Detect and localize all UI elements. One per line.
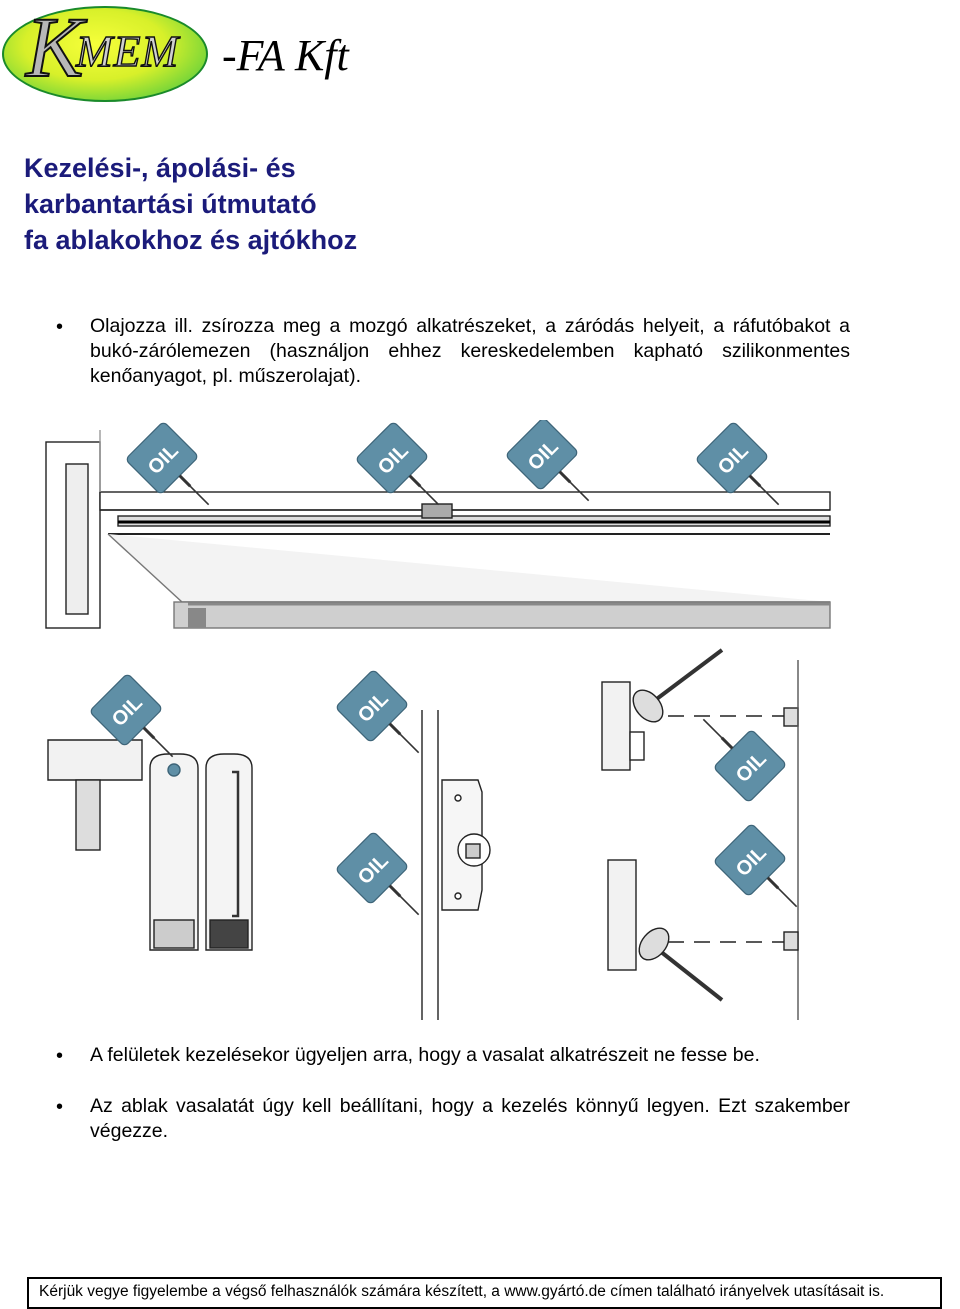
bullet-dot-2: • — [56, 1045, 64, 1067]
title-line-2: karbantartási útmutató — [24, 189, 317, 219]
oil-label-3: OIL — [523, 435, 563, 475]
company-logo — [0, 0, 400, 110]
page-title — [24, 150, 357, 258]
bullet-dot-1: • — [56, 316, 64, 338]
logo-k: K — [26, 0, 84, 95]
oil-label-1: OIL — [143, 439, 183, 479]
hinge-drawing — [48, 740, 252, 950]
oil-label-5: OIL — [107, 691, 147, 731]
oil-bottle-9 — [713, 823, 816, 926]
title-line-3: fa ablakokhoz és ajtókhoz — [24, 225, 358, 255]
roller-cam-drawing — [602, 650, 798, 1020]
bullet-dot-3: • — [56, 1096, 64, 1118]
oil-label-7: OIL — [353, 849, 393, 889]
locking-plate-drawing — [422, 710, 490, 1020]
oil-label-2: OIL — [373, 439, 413, 479]
title-line-1: Kezelési-, ápolási- és — [24, 153, 296, 183]
oil-label-9: OIL — [731, 841, 771, 881]
logo-mem: MEM — [76, 27, 180, 76]
footer-note: Kérjük vegye figyelembe a végső felhasználók számára készített, a www.gyártó.de címen található irányelvek utasításait is. — [27, 1277, 942, 1309]
oil-label-4: OIL — [713, 439, 753, 479]
oil-label-6: OIL — [353, 687, 393, 727]
bullet-text-1: Olajozza ill. zsírozza meg a mozgó alkatrészeket, a záródás helyeit, a ráfutóbakot a bukó-zárólemezen (használjon ehhez kereskedelemben kapható szilikonmentes kenőanyagot, pl. műszerolajat). — [90, 315, 850, 387]
bullet-text-3: Az ablak vasalatát úgy kell beállítani, hogy a kezelés könnyű legyen. Ezt szakember végezze. — [90, 1095, 850, 1142]
bullet-text-2: A felületek kezelésekor ügyeljen arra, hogy a vasalat alkatrészeit ne fesse be. — [90, 1044, 760, 1066]
oil-label-8: OIL — [731, 747, 771, 787]
lubrication-illustration — [42, 420, 842, 1020]
logo-suffix: -FA Kft — [222, 31, 349, 80]
